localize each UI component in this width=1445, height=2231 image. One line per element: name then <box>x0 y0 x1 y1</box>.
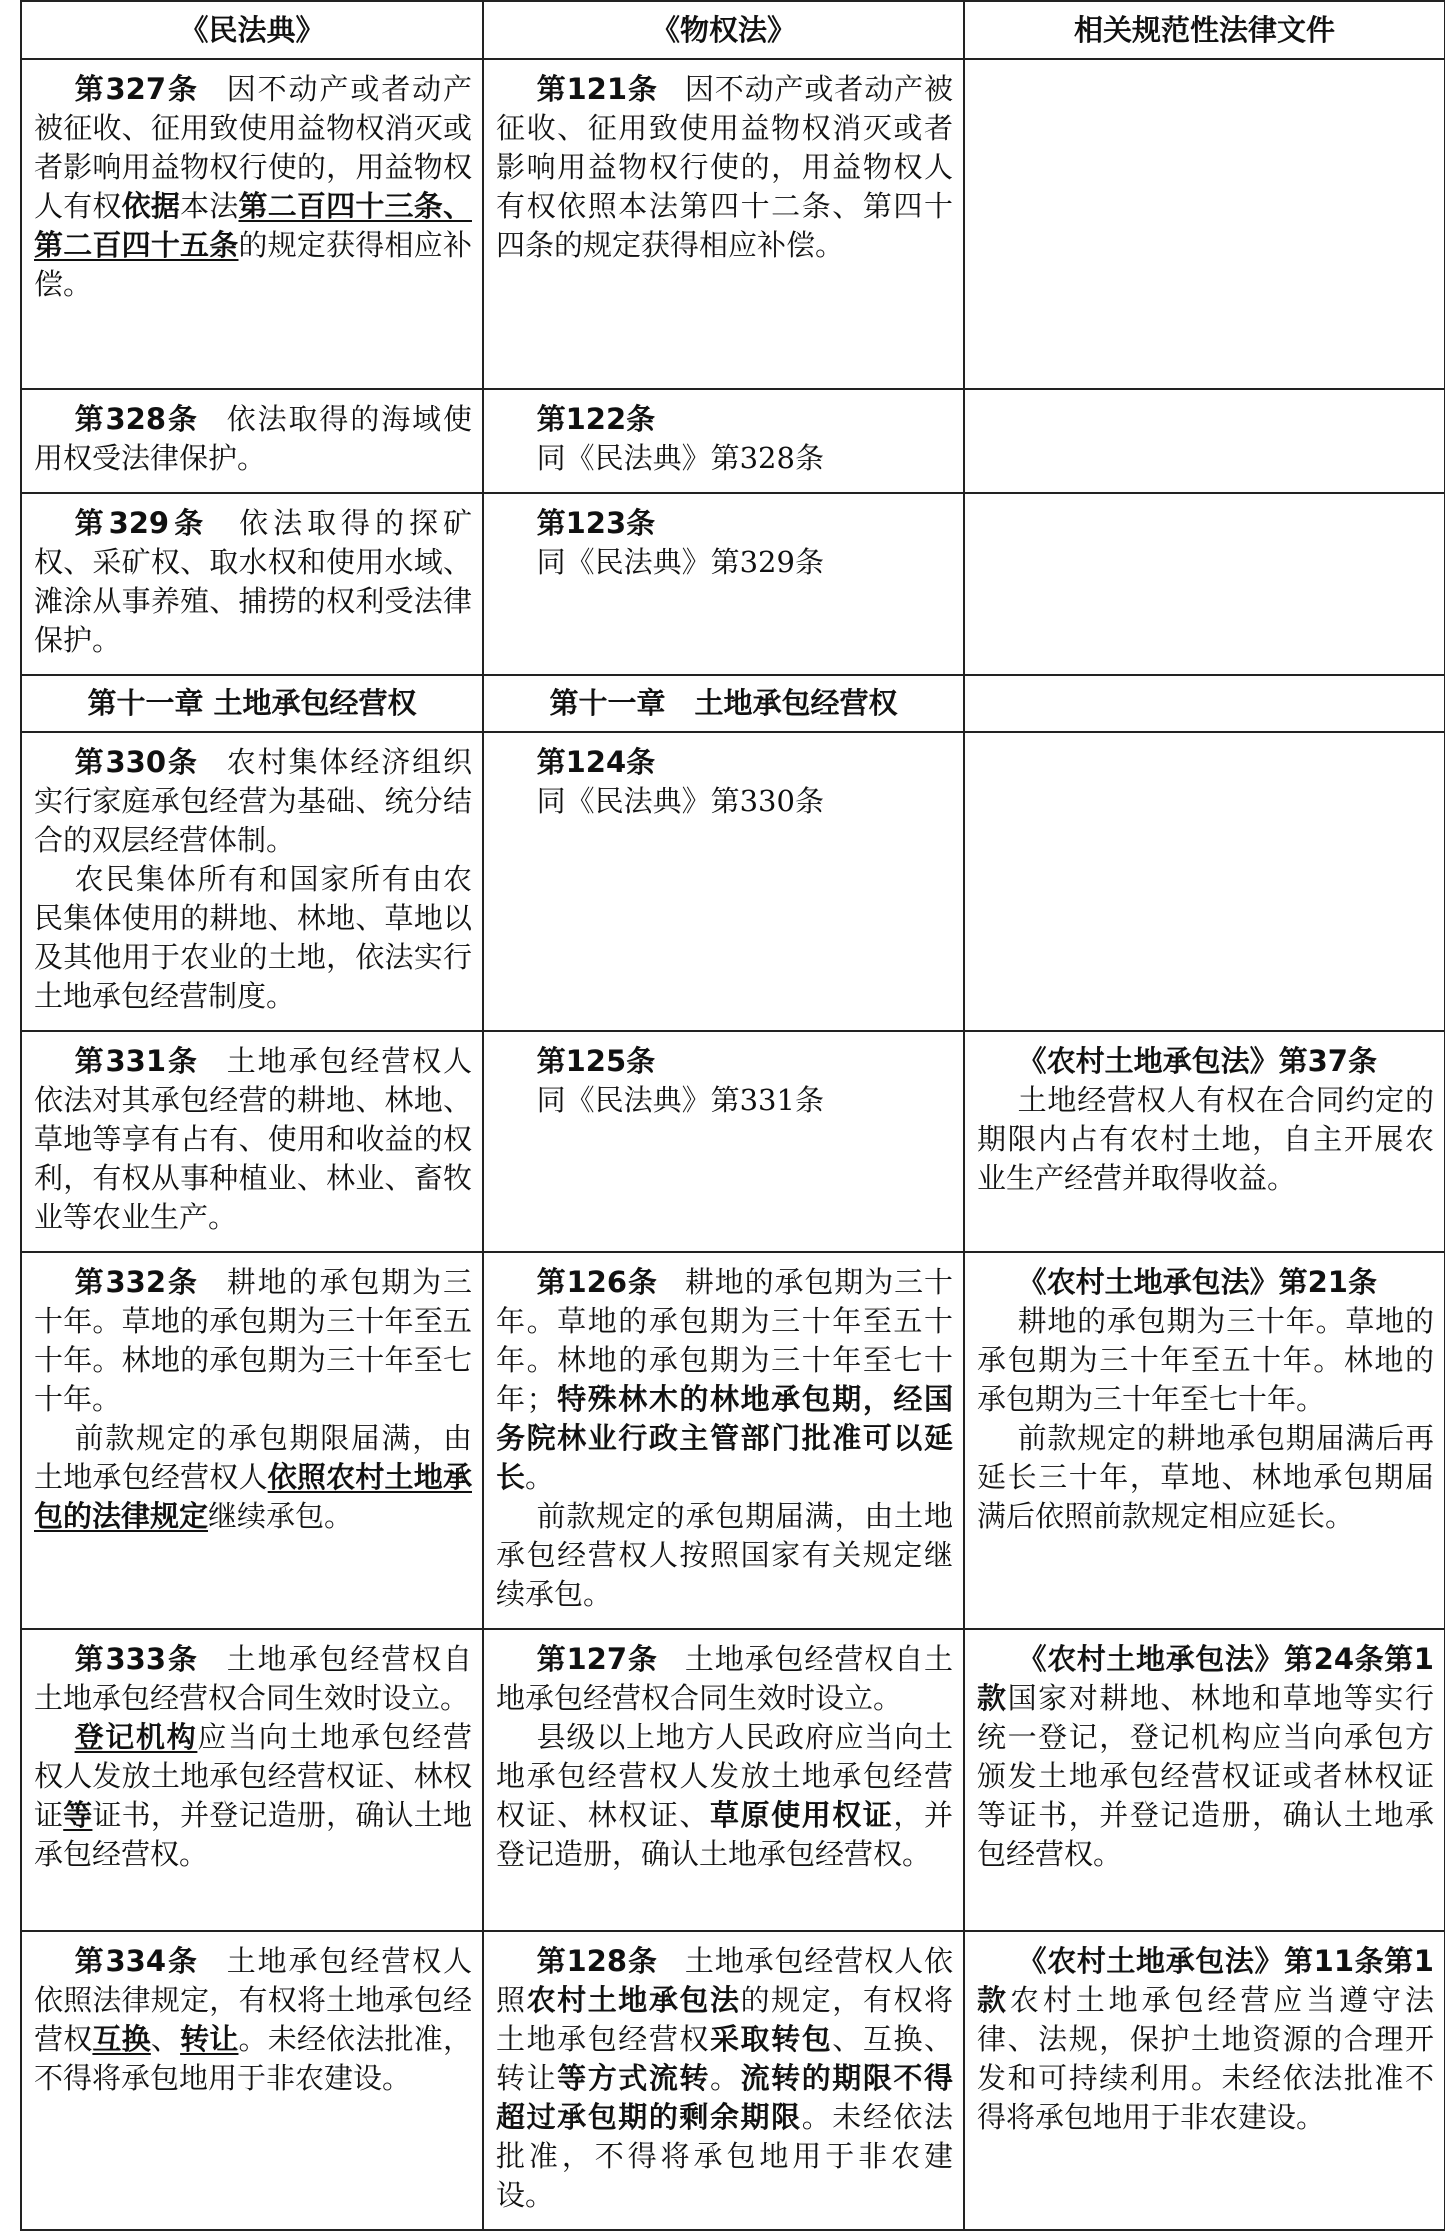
article-number: 第128条 <box>536 1944 658 1978</box>
related-documents-cell <box>964 1931 1445 2230</box>
provision-text: 的规定获得相应补偿。 <box>34 228 472 301</box>
civil-code-cell <box>21 1031 483 1252</box>
civil-code-cell <box>21 1252 483 1629</box>
provision-text: 依法取得的海域使用权受法律保护。 <box>34 402 472 475</box>
provision-text: 的规定，有权将土地承包经营权 <box>496 1983 953 2056</box>
article-number: 第329条 <box>74 506 209 540</box>
provision-text: 同《民法典》第331条 <box>536 1083 824 1117</box>
article-number: 第121条 <box>536 72 658 106</box>
provision-paragraph <box>34 743 472 860</box>
provision-paragraph <box>977 1640 1434 1874</box>
emphasized-text: 《农村土地承包法》第11条第1款 <box>977 1944 1434 2017</box>
provision-paragraph <box>496 400 953 439</box>
property-law-cell: 第十一章 土地承包经营权 <box>483 675 964 732</box>
related-documents-cell <box>964 1031 1445 1252</box>
provision-paragraph <box>34 1042 472 1237</box>
article-number: 第330条 <box>74 745 199 779</box>
provision-text: 土地承包经营权自土地承包经营权合同生效时设立。 <box>496 1642 953 1715</box>
provision-paragraph <box>496 743 953 782</box>
provision-paragraph <box>496 504 953 543</box>
article-number: 第122条 <box>536 402 656 436</box>
provision-paragraph <box>977 1419 1434 1536</box>
provision-text: 耕地的承包期为三十年。草地的承包期为三十年至五十年。林地的承包期为三十年至七十年。 <box>977 1304 1434 1416</box>
emphasized-text: 《农村土地承包法》第24条第1款 <box>977 1642 1434 1715</box>
provision-paragraph <box>34 1419 472 1536</box>
emphasized-text: 草原使用权证 <box>709 1798 894 1832</box>
provision-text: 土地承包经营权人依照法律规定，有权将土地承包经营权 <box>34 1944 472 2056</box>
provision-text: 继续承包。 <box>208 1499 354 1533</box>
emphasized-text: 转让 <box>180 2022 239 2056</box>
property-law-cell <box>483 389 964 493</box>
civil-code-cell <box>21 1629 483 1931</box>
property-law-cell <box>483 1252 964 1629</box>
emphasized-text: 采取转包 <box>709 2022 833 2056</box>
property-law-cell <box>483 1629 964 1931</box>
provision-paragraph <box>496 1042 953 1081</box>
provision-paragraph <box>496 1942 953 2215</box>
provision-paragraph <box>34 1263 472 1419</box>
civil-code-cell <box>21 1931 483 2230</box>
header-civil-code: 《民法典》 <box>21 1 483 59</box>
provision-text: 县级以上地方人民政府应当向土地承包经营权人发放土地承包经营权证、林权证、 <box>496 1720 953 1832</box>
provision-text: 。未经依法批准，不得将承包地用于非农建设。 <box>496 2100 953 2212</box>
header-related-documents: 相关规范性法律文件 <box>964 1 1445 59</box>
article-number: 第124条 <box>536 745 656 779</box>
emphasized-text: 特殊林木的林地承包期，经国务院林业行政主管部门批准可以延长 <box>496 1382 953 1494</box>
provision-paragraph <box>977 1081 1434 1198</box>
property-law-cell <box>483 732 964 1031</box>
civil-code-cell <box>21 732 483 1031</box>
provision-text: 。 <box>525 1460 555 1494</box>
law-comparison-table <box>20 0 1445 2231</box>
provision-text: 农村土地承包经营应当遵守法律、法规，保护土地资源的合理开发和可持续利用。未经依法批准不得将承包地用于非农建设。 <box>977 1983 1434 2134</box>
provision-paragraph <box>496 70 953 265</box>
provision-text: 国家对耕地、林地和草地等实行统一登记，登记机构应当向承包方颁发土地承包经营权证或者林权证等证书，并登记造册，确认土地承包经营权。 <box>977 1681 1434 1871</box>
header-property-law: 《物权法》 <box>483 1 964 59</box>
article-number: 第125条 <box>536 1044 656 1078</box>
provision-text: 证书，并登记造册，确认土地承包经营权。 <box>34 1798 472 1871</box>
emphasized-text: 登记机构 <box>74 1720 198 1754</box>
table-row <box>21 389 1445 493</box>
provision-text: ，并登记造册，确认土地承包经营权。 <box>496 1798 953 1871</box>
article-number: 第332条 <box>74 1265 199 1299</box>
provision-paragraph <box>34 504 472 660</box>
table-row <box>21 493 1445 675</box>
provision-paragraph <box>34 1640 472 1718</box>
provision-text: 土地承包经营权人依法对其承包经营的耕地、林地、草地等享有占有、使用和收益的权利，有权从事种植业、林业、畜牧业等农业生产。 <box>34 1044 472 1234</box>
provision-text: 耕地的承包期为三十年。草地的承包期为三十年至五十年。林地的承包期为三十年至七十年。 <box>34 1265 472 1416</box>
provision-text: 农村集体经济组织实行家庭承包经营为基础、统分结合的双层经营体制。 <box>34 745 472 857</box>
civil-code-cell <box>21 493 483 675</box>
article-number: 第328条 <box>74 402 199 436</box>
property-law-cell <box>483 493 964 675</box>
table-row <box>21 59 1445 389</box>
provision-paragraph <box>496 782 953 821</box>
provision-text: 农民集体所有和国家所有由农民集体使用的耕地、林地、草地以及其他用于农业的土地，依法实行土地承包经营制度。 <box>34 862 472 1013</box>
provision-text: 。 <box>709 2061 741 2095</box>
related-documents-cell <box>964 59 1445 389</box>
related-documents-cell <box>964 675 1445 732</box>
emphasized-text: 等 <box>63 1798 93 1832</box>
emphasized-text: 等方式流转 <box>557 2061 710 2095</box>
emphasized-text: 农村土地承包法 <box>526 1983 741 2017</box>
provision-text: 土地经营权人有权在合同约定的期限内占有农村土地，自主开展农业生产经营并取得收益。 <box>977 1083 1434 1195</box>
provision-text: 、 <box>150 2022 181 2056</box>
provision-paragraph <box>496 543 953 582</box>
provision-text: 土地承包经营权自土地承包经营权合同生效时设立。 <box>34 1642 472 1715</box>
property-law-cell <box>483 1931 964 2230</box>
civil-code-cell <box>21 389 483 493</box>
provision-paragraph <box>34 1942 472 2098</box>
article-number: 第127条 <box>536 1642 658 1676</box>
property-law-cell <box>483 59 964 389</box>
table-row <box>21 1252 1445 1629</box>
provision-text: 、互换、转让 <box>496 2022 953 2095</box>
provision-paragraph <box>34 860 472 1016</box>
emphasized-text: 第二百四十三条、第二百四十五条 <box>34 189 472 262</box>
provision-paragraph <box>496 1640 953 1718</box>
provision-text: 前款规定的耕地承包期届满后再延长三十年，草地、林地承包期届满后依照前款规定相应延长。 <box>977 1421 1434 1533</box>
article-number: 第327条 <box>74 72 199 106</box>
provision-text: 前款规定的承包期限届满，由土地承包经营权人 <box>34 1421 472 1494</box>
provision-paragraph <box>496 1081 953 1120</box>
provision-text: 本法 <box>180 189 239 223</box>
table-header-row <box>21 1 1445 59</box>
related-documents-cell <box>964 1252 1445 1629</box>
provision-paragraph <box>34 1718 472 1874</box>
provision-paragraph <box>496 1718 953 1874</box>
provision-paragraph <box>977 1942 1434 2137</box>
provision-paragraph <box>977 1302 1434 1419</box>
emphasized-text: 依照农村土地承包的法律规定 <box>34 1460 472 1533</box>
provision-text: 同《民法典》第329条 <box>536 545 824 579</box>
provision-text: 因不动产或者动产被征收、征用致使用益物权消灭或者影响用益物权行使的，用益物权人有权 <box>34 72 472 223</box>
related-documents-cell <box>964 389 1445 493</box>
provision-text: 土地承包经营权人依照 <box>496 1944 953 2017</box>
provision-text: 因不动产或者动产被征收、征用致使用益物权消灭或者影响用益物权行使的，用益物权人有权依照本法第四十二条、第四十四条的规定获得相应补偿。 <box>496 72 953 262</box>
emphasized-text: 依据 <box>121 189 181 223</box>
provision-paragraph <box>977 1042 1434 1081</box>
provision-text: 耕地的承包期为三十年。草地的承包期为三十年至五十年。林地的承包期为三十年至七十年； <box>496 1265 953 1416</box>
provision-paragraph <box>496 1497 953 1614</box>
civil-code-cell <box>21 59 483 389</box>
provision-text: 前款规定的承包期届满，由土地承包经营权人按照国家有关规定继续承包。 <box>496 1499 953 1611</box>
provision-text: 。未经依法批准，不得将承包地用于非农建设。 <box>34 2022 472 2095</box>
related-documents-cell <box>964 1629 1445 1931</box>
emphasized-text: 流转的期限不得超过承包期的剩余期限 <box>496 2061 953 2134</box>
table-row <box>21 1031 1445 1252</box>
article-number: 第333条 <box>74 1642 199 1676</box>
provision-paragraph <box>34 400 472 478</box>
provision-paragraph <box>34 70 472 304</box>
provision-text: 依法取得的探矿权、采矿权、取水权和使用水域、滩涂从事养殖、捕捞的权利受法律保护。 <box>34 506 472 657</box>
related-documents-cell <box>964 732 1445 1031</box>
civil-code-cell: 第十一章 土地承包经营权 <box>21 675 483 732</box>
article-number: 第331条 <box>74 1044 199 1078</box>
article-number: 第334条 <box>74 1944 199 1978</box>
emphasized-text: 《农村土地承包法》第21条 <box>1017 1265 1377 1299</box>
article-number: 第123条 <box>536 506 656 540</box>
article-number: 第126条 <box>536 1265 658 1299</box>
table-row <box>21 1629 1445 1931</box>
provision-paragraph <box>496 1263 953 1497</box>
related-documents-cell <box>964 493 1445 675</box>
table-row <box>21 1931 1445 2230</box>
provision-text: 同《民法典》第330条 <box>536 784 824 818</box>
emphasized-text: 互换 <box>92 2022 151 2056</box>
provision-text: 应当向土地承包经营权人发放土地承包经营权证、林权证 <box>34 1720 472 1832</box>
table-row <box>21 732 1445 1031</box>
provision-text: 同《民法典》第328条 <box>536 441 824 475</box>
chapter-row <box>21 675 1445 732</box>
provision-paragraph <box>496 439 953 478</box>
provision-paragraph <box>977 1263 1434 1302</box>
property-law-cell <box>483 1031 964 1252</box>
emphasized-text: 《农村土地承包法》第37条 <box>1017 1044 1377 1078</box>
